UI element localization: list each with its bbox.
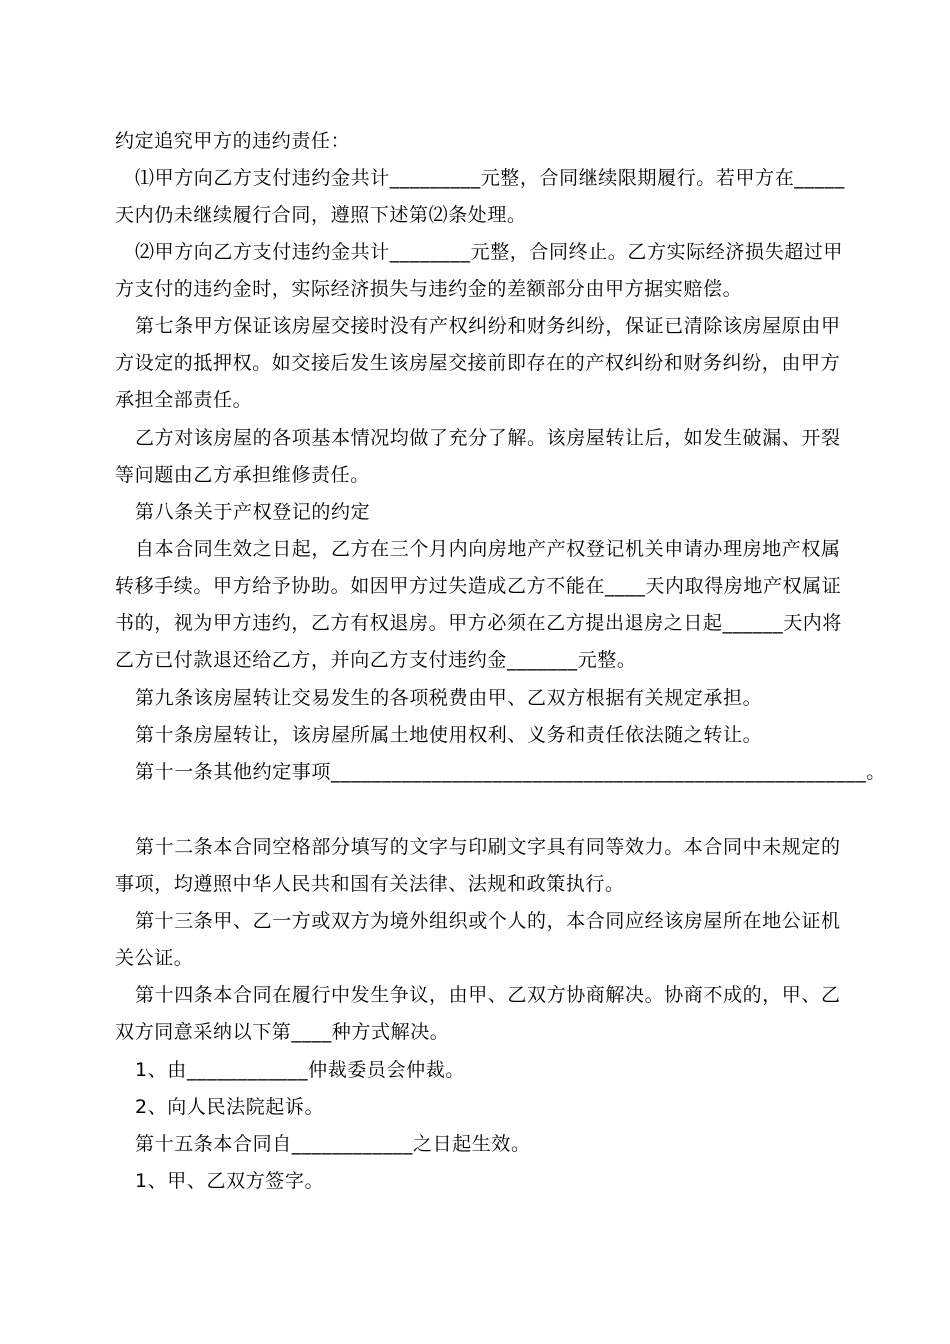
text-line: 等问题由乙方承担维修责任。 <box>115 464 370 486</box>
text-line: 承担全部责任。 <box>115 389 253 411</box>
text-line: 1、由____________仲裁委员会仲裁。 <box>135 1059 465 1081</box>
text-line: 天内仍未继续履行合同，遵照下述第⑵条处理。 <box>115 204 527 226</box>
text-line: 转移手续。甲方给予协助。如因甲方过失造成乙方不能在____天内取得房地产权属证 <box>115 575 842 597</box>
text-line: ⑴甲方向乙方支付违约金共计_________元整，合同继续限期履行。若甲方在_____ <box>135 167 845 189</box>
text-line: 方设定的抵押权。如交接后发生该房屋交接前即存在的产权纠纷和财务纠纷，由甲方 <box>115 352 841 374</box>
text-line: 事项，均遵照中华人民共和国有关法律、法规和政策执行。 <box>115 873 625 895</box>
text-line: 第七条甲方保证该房屋交接时没有产权纠纷和财务纠纷，保证已清除该房屋原由甲 <box>135 315 841 337</box>
text-line: 乙方已付款退还给乙方，并向乙方支付违约金_______元整。 <box>115 649 637 671</box>
text-line: 1、甲、乙双方签字。 <box>135 1170 325 1192</box>
text-line: 第十五条本合同自____________之日起生效。 <box>135 1133 531 1155</box>
text-line: 方支付的违约金时，实际经济损失与违约金的差额部分由甲方据实赔偿。 <box>115 278 743 300</box>
text-line: 约定追究甲方的违约责任： <box>115 130 351 152</box>
text-line: 第十条房屋转让，该房屋所属土地使用权利、义务和责任依法随之转让。 <box>135 724 763 746</box>
text-line: 第八条关于产权登记的约定 <box>135 501 371 523</box>
text-line: 第十三条甲、乙一方或双方为境外组织或个人的，本合同应经该房屋所在地公证机 <box>135 910 841 932</box>
text-line: 乙方对该房屋的各项基本情况均做了充分了解。该房屋转让后，如发生破漏、开裂 <box>135 427 841 449</box>
text-line: 第十二条本合同空格部分填写的文字与印刷文字具有同等效力。本合同中未规定的 <box>135 836 841 858</box>
text-line: 第十一条其他约定事项_____________________________________________________。 <box>135 761 886 783</box>
text-line: 关公证。 <box>115 947 194 969</box>
text-line: 双方同意采纳以下第____种方式解决。 <box>115 1021 450 1043</box>
text-line: 自本合同生效之日起，乙方在三个月内向房地产产权登记机关申请办理房地产权属 <box>135 538 841 560</box>
text-line: ⑵甲方向乙方支付违约金共计________元整，合同终止。乙方实际经济损失超过甲 <box>135 241 844 263</box>
text-line: 2、向人民法院起诉。 <box>135 1096 325 1118</box>
text-line: 第十四条本合同在履行中发生争议，由甲、乙双方协商解决。协商不成的，甲、乙 <box>135 984 841 1006</box>
text-line: 第九条该房屋转让交易发生的各项税费由甲、乙双方根据有关规定承担。 <box>135 687 763 709</box>
text-line: 书的，视为甲方违约，乙方有权退房。甲方必须在乙方提出退房之日起______天内将 <box>115 612 843 634</box>
